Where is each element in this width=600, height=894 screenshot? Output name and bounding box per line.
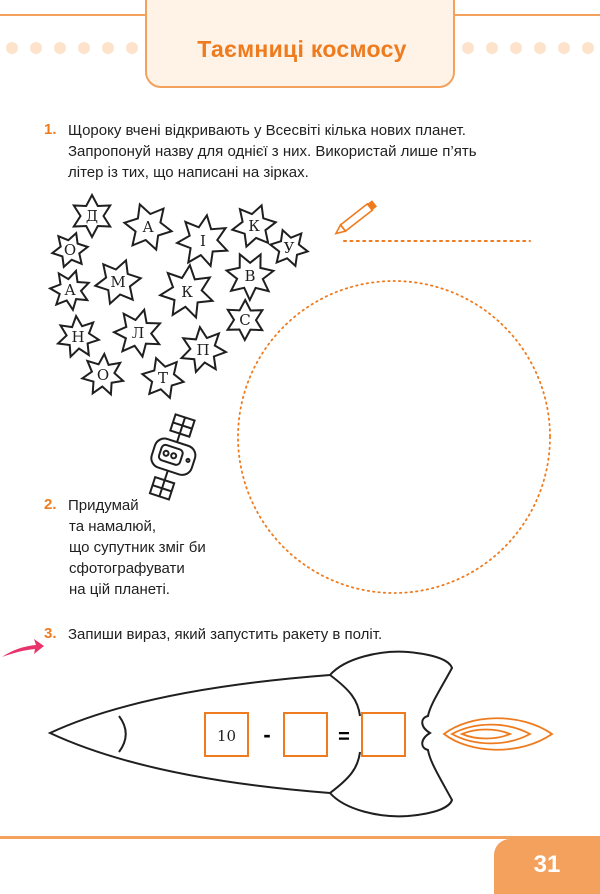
task2-line: на цій планеті. [69,581,170,598]
page-title: Таємниці космосу [197,36,407,62]
star-letter: Т [157,369,169,387]
star-letter: О [63,241,77,259]
letter-stars-group [50,195,308,398]
drawing-circle[interactable] [238,281,550,593]
star-letter: Д [85,207,99,225]
task2-line: що супутник зміг би [69,539,206,556]
task2-number: 2. [44,496,57,513]
pink-arrow-icon [2,639,44,657]
task1-line: літер із тих, що написані на зірках. [68,164,309,181]
star-letter: Л [131,324,145,342]
second-operand-input[interactable] [284,713,327,756]
pencil-icon [333,200,377,236]
star-letter: О [96,366,110,384]
task2-text [68,495,206,600]
task1-line: Запропонуй назву для однієї з них. Використай лише п’ять [68,143,477,160]
star-letter: С [239,311,251,329]
page-number: 31 [533,851,561,878]
task2-line: та намалюй, [69,518,157,535]
task2-line: Придумай [68,497,139,514]
star-letter: М [110,273,126,291]
rocket-flame [444,718,552,750]
page-number-tab [494,839,600,894]
task3-text: Запиши вираз, який запустить ракету в політ. [68,626,383,643]
star-letter: І [200,232,206,250]
star-letter: Н [71,328,85,346]
minus-sign: - [263,722,271,747]
star-letter: К [181,283,193,301]
star-letter: А [142,218,154,236]
star-letter: К [248,217,260,235]
task1-number: 1. [44,121,57,138]
star-letter: У [283,239,295,257]
star-letter: В [244,267,256,285]
result-input[interactable] [362,713,405,756]
satellite-icon [140,411,206,503]
task2-line: сфотографувати [69,560,185,577]
star-letter: П [196,341,210,359]
task3-number: 3. [44,625,57,642]
task1-line: Щороку вчені відкривають у Всесвіті кілька нових планет. [68,122,466,139]
equals-sign: = [338,726,350,748]
first-operand: 10 [216,727,237,745]
star-letter: А [64,281,76,299]
